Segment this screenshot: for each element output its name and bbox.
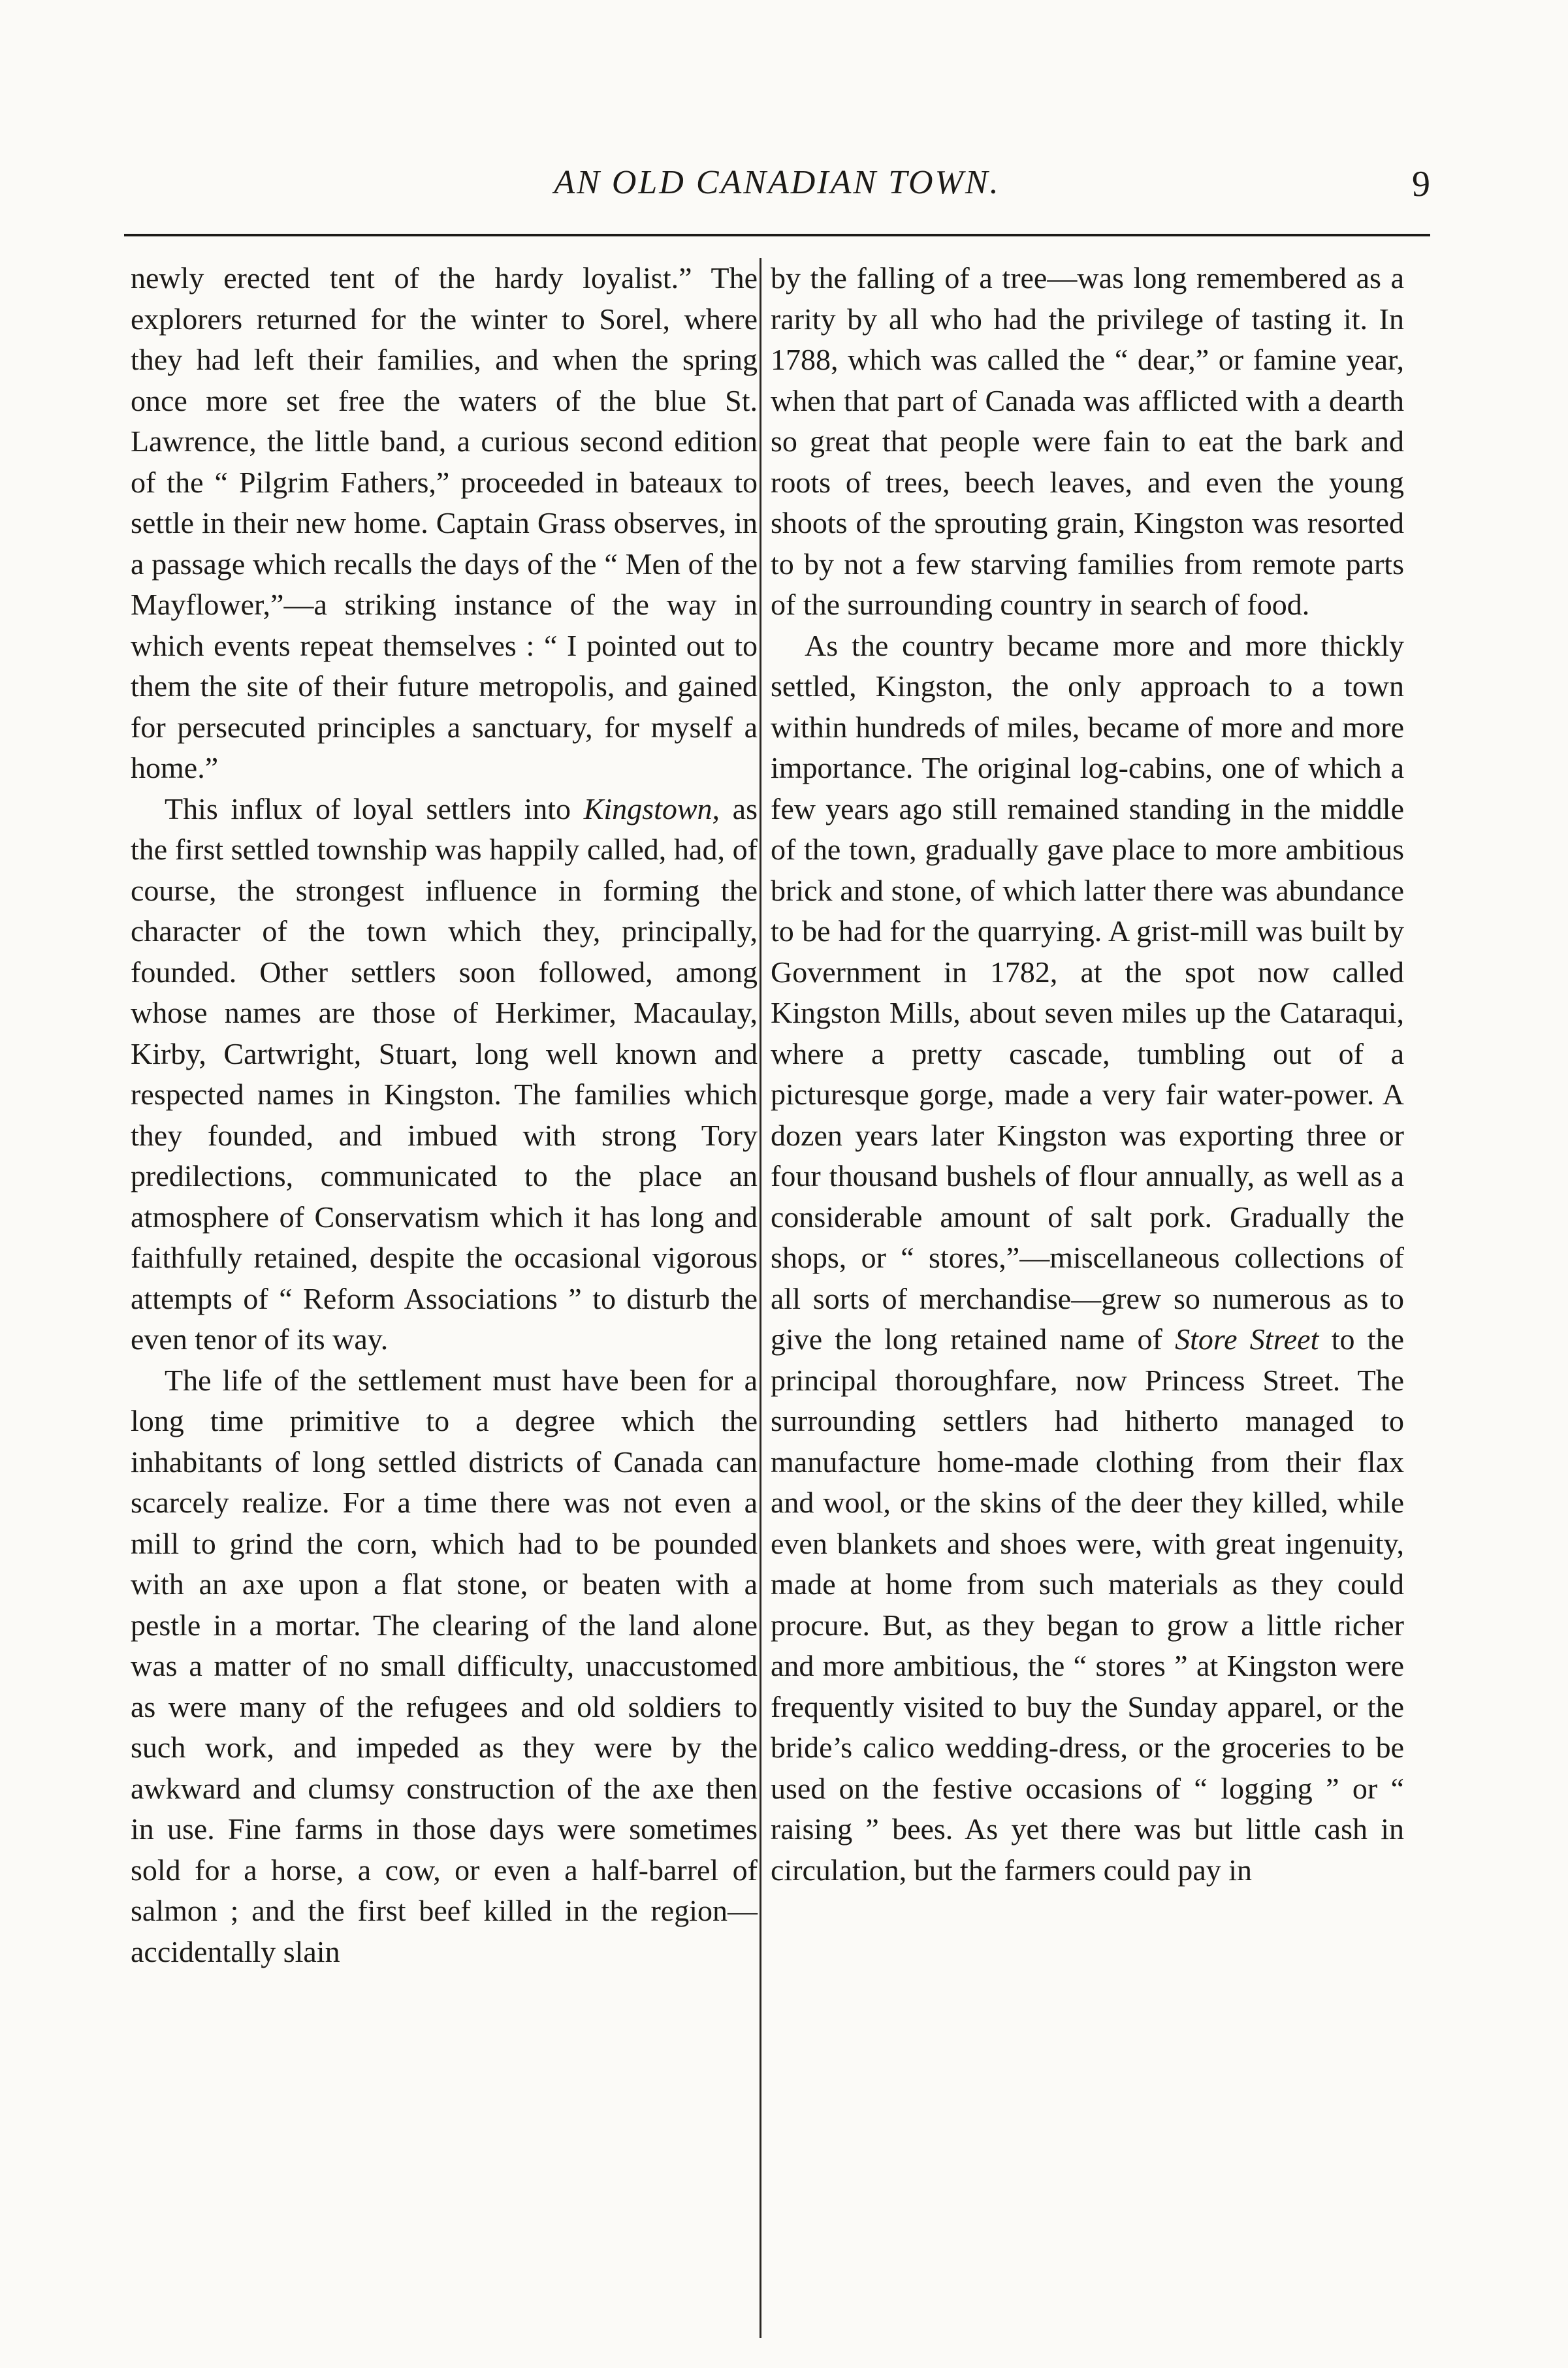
store-street-italic: Store Street [1175, 1322, 1319, 1356]
page-number: 9 [1412, 164, 1430, 204]
running-head [124, 163, 1430, 216]
left-paragraph-2-text-b: as the first settled township was happily called, had, of course, the strongest influence in forming the character of the town which they, principally, founded. Other settlers soon followed, among whose names are those of Herkimer, Macaulay, Kirby, Cartwright, Stuart, long well known and respected names in Kingston. The families which they founded, and imbued with strong Tory predilections, communicated to the place an atmosphere of Conservatism which it has long and faithfully retained, despite the occasional vigorous attempts of “ Reform Associations ” to disturb the even tenor of its way. [131, 792, 758, 1356]
kingstown-italic: Kingstown, [583, 792, 720, 825]
running-title: AN OLD CANADIAN TOWN. [554, 164, 1000, 201]
left-paragraph-1: newly erected tent of the hardy loyalist.” The explorers returned for the winter to Sorel, where they had left their families, and when the spring once more set free the waters of the blue St. Lawrence, the little band, a curious second edition of the “ Pilgrim Fathers,” proceeded in bateaux to settle in their new home. Captain Grass observes, in a passage which recalls the days of the “ Men of the Mayflower,”—a striking instance of the way in which events repeat themselves : “ I pointed out to them the site of their future metropolis, and gained for persecuted principles a sanctuary, for myself a home.” [131, 261, 758, 784]
right-paragraph-1: by the falling of a tree—was long remembered as a rarity by all who had the privilege of tasting it. In 1788, which was called the “ dear,” or famine year, when that part of Canada was afflicted with a dearth so great that people were fain to eat the bark and roots of trees, beech leaves, and even the young shoots of the sprouting grain, Kingston was resorted to by not a few starving families from remote parts of the surrounding country in search of food. [771, 261, 1404, 621]
right-column [771, 258, 1404, 1891]
header-rule [124, 234, 1430, 236]
left-paragraph-2-text-a: This influx of loyal settlers into [165, 792, 584, 825]
left-column [131, 258, 758, 1972]
left-paragraph-3: The life of the settlement must have been for a long time primitive to a degree which the inhabitants of long settled districts of Canada can scarcely realize. For a time there was not even a mill to grind the corn, which had to be pounded with an axe upon a flat stone, or beaten with a pestle in a mortar. The clearing of the land alone was a matter of no small difficulty, unaccustomed as were many of the refugees and old soldiers to such work, and impeded as they were by the awkward and clumsy construction of the axe then in use. Fine farms in those days were sometimes sold for a horse, a cow, or even a half-barrel of salmon ; and the first beef killed in the region—accidentally slain [131, 1363, 758, 1968]
column-divider [760, 258, 761, 2338]
right-paragraph-2-text-b: to the principal thoroughfare, now Princess Street. The surrounding settlers had hitherto managed to manufacture home-made clothing from their flax and wool, or the skins of the deer they killed, while even blankets and shoes were, with great ingenuity, made at home from such materials as they could procure. But, as they began to grow a little richer and more ambitious, the “ stores ” at Kingston were frequently visited to buy the Sunday apparel, or the bride’s calico wedding-dress, or the groceries to be used on the festive occasions of “ logging ” or “ raising ” bees. As yet there was but little cash in circulation, but the farmers could pay in [771, 1322, 1404, 1887]
left-paragraph-2 [131, 789, 758, 1360]
right-paragraph-2-text-a: As the country became more and more thickly settled, Kingston, the only approach to a town within hundreds of miles, became of more and more importance. The original log-cabins, one of which a few years ago still remained standing in the middle of the town, gradually gave place to more ambitious brick and stone, of which latter there was abundance to be had for the quarrying. A grist-mill was built by Government in 1782, at the spot now called Kingston Mills, about seven miles up the Cataraqui, where a pretty cascade, tumbling out of a picturesque gorge, made a very fair water-power. A dozen years later Kingston was exporting three or four thousand bushels of flour annually, as well as a considerable amount of salt pork. Gradually the shops, or “ stores,”—miscellaneous collections of all sorts of merchandise—grew so numerous as to give the long retained name of [771, 628, 1404, 1356]
right-paragraph-2 [771, 626, 1404, 1891]
